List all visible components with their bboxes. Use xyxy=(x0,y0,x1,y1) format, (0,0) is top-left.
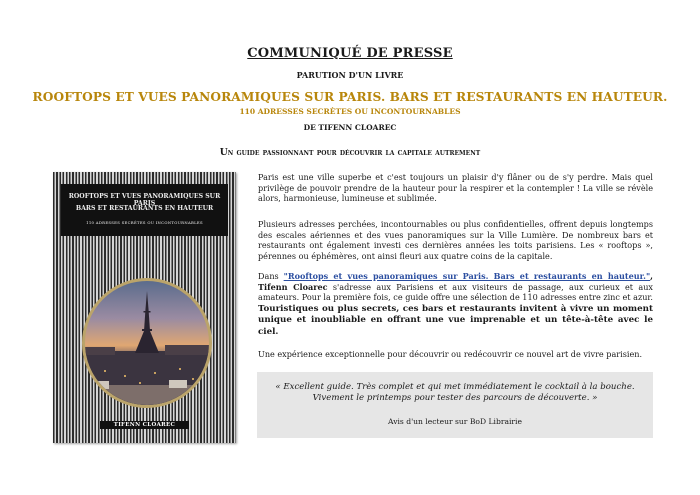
page-title: COMMUNIQUÉ DE PRESSE xyxy=(247,46,453,61)
p3-intro: Dans xyxy=(258,271,284,281)
paragraph-addresses: Plusieurs adresses perchées, incontournables ou plus confidentielles, offrent depuis longtemps des escales aériennes et des vues panoramiques sur la Ville Lumière. De nombreux bars et restaurants ont également investi ces dernières années les toits parisiens. Les « rooftops », pérennes ou éphémères, ont ainsi fleuri aux quatre coins de la capitale. xyxy=(258,219,653,261)
cover-author: TIFENN CLOAREC xyxy=(53,422,236,428)
book-title-link[interactable]: "Rooftops et vues panoramiques sur Paris. Bars et restaurants en hauteur." xyxy=(283,271,651,281)
p3-highlight: Touristiques ou plus secrets, ces bars et restaurants invitent à vivre un moment unique et inoubliable en offrant une vue imprenable et un tête-à-tête avec le ciel. xyxy=(258,303,653,337)
book-cover-image xyxy=(53,172,236,443)
paragraph-intro: Paris est une ville superbe et c'est toujours un plaisir d'y flâner ou de s'y perdre. Mais quel privilège de pouvoir prendre de la hauteur pour la respirer et la contempler ! La ville se révèle alors, harmonieuse, lumineuse et sublimée. xyxy=(258,172,653,204)
paragraph-conclusion: Une expérience exceptionnelle pour découvrir ou redécouvrir ce nouvel art de vivre parisien. xyxy=(258,349,643,359)
p3-author: Tifenn Cloarec xyxy=(258,281,328,292)
cover-subtitle: 110 ADRESSES SECRÈTES OU INCONTOURNABLES xyxy=(86,220,203,225)
reader-quote-box xyxy=(257,372,653,438)
quote-attribution: Avis d'un lecteur sur BoD Librairie xyxy=(388,417,522,426)
page-subtitle: PARUTION D'UN LIVRE xyxy=(296,70,404,80)
cover-title-line2: BARS ET RESTAURANTS EN HAUTEUR xyxy=(75,205,214,212)
cover-title-band xyxy=(61,184,228,236)
quote-line1: « Excellent guide. Très complet et qui met immédiatement le cocktail à la bouche. xyxy=(275,382,635,392)
p3-sep: , xyxy=(650,271,653,281)
quote-line2: Vivement le printemps pour tester des parcours de découverte. » xyxy=(312,393,598,403)
p3-text: s'adresse aux Parisiens et aux visiteurs de passage, aux curieux et aux amateurs. Pour la première fois, ce guide offre une sélection de 110 adresses entre zinc et azur. xyxy=(258,281,653,303)
author-line: DE TIFENN CLOAREC xyxy=(303,123,397,132)
cover-photo-eiffel-tower xyxy=(82,278,212,408)
book-subtitle: 110 ADRESSES SECRÈTES OU INCONTOURNABLES xyxy=(239,107,461,116)
cover-title-line1: ROOFTOPS ET VUES PANORAMIQUES SUR PARIS xyxy=(68,193,221,207)
paragraph-book xyxy=(258,271,653,338)
reader-quote xyxy=(257,382,653,404)
book-title: ROOFTOPS ET VUES PANORAMIQUES SUR PARIS. BARS ET RESTAURANTS EN HAUTEUR. xyxy=(32,90,668,104)
tagline: Un guide passionnant pour découvrir la capitale autrement xyxy=(219,147,481,158)
